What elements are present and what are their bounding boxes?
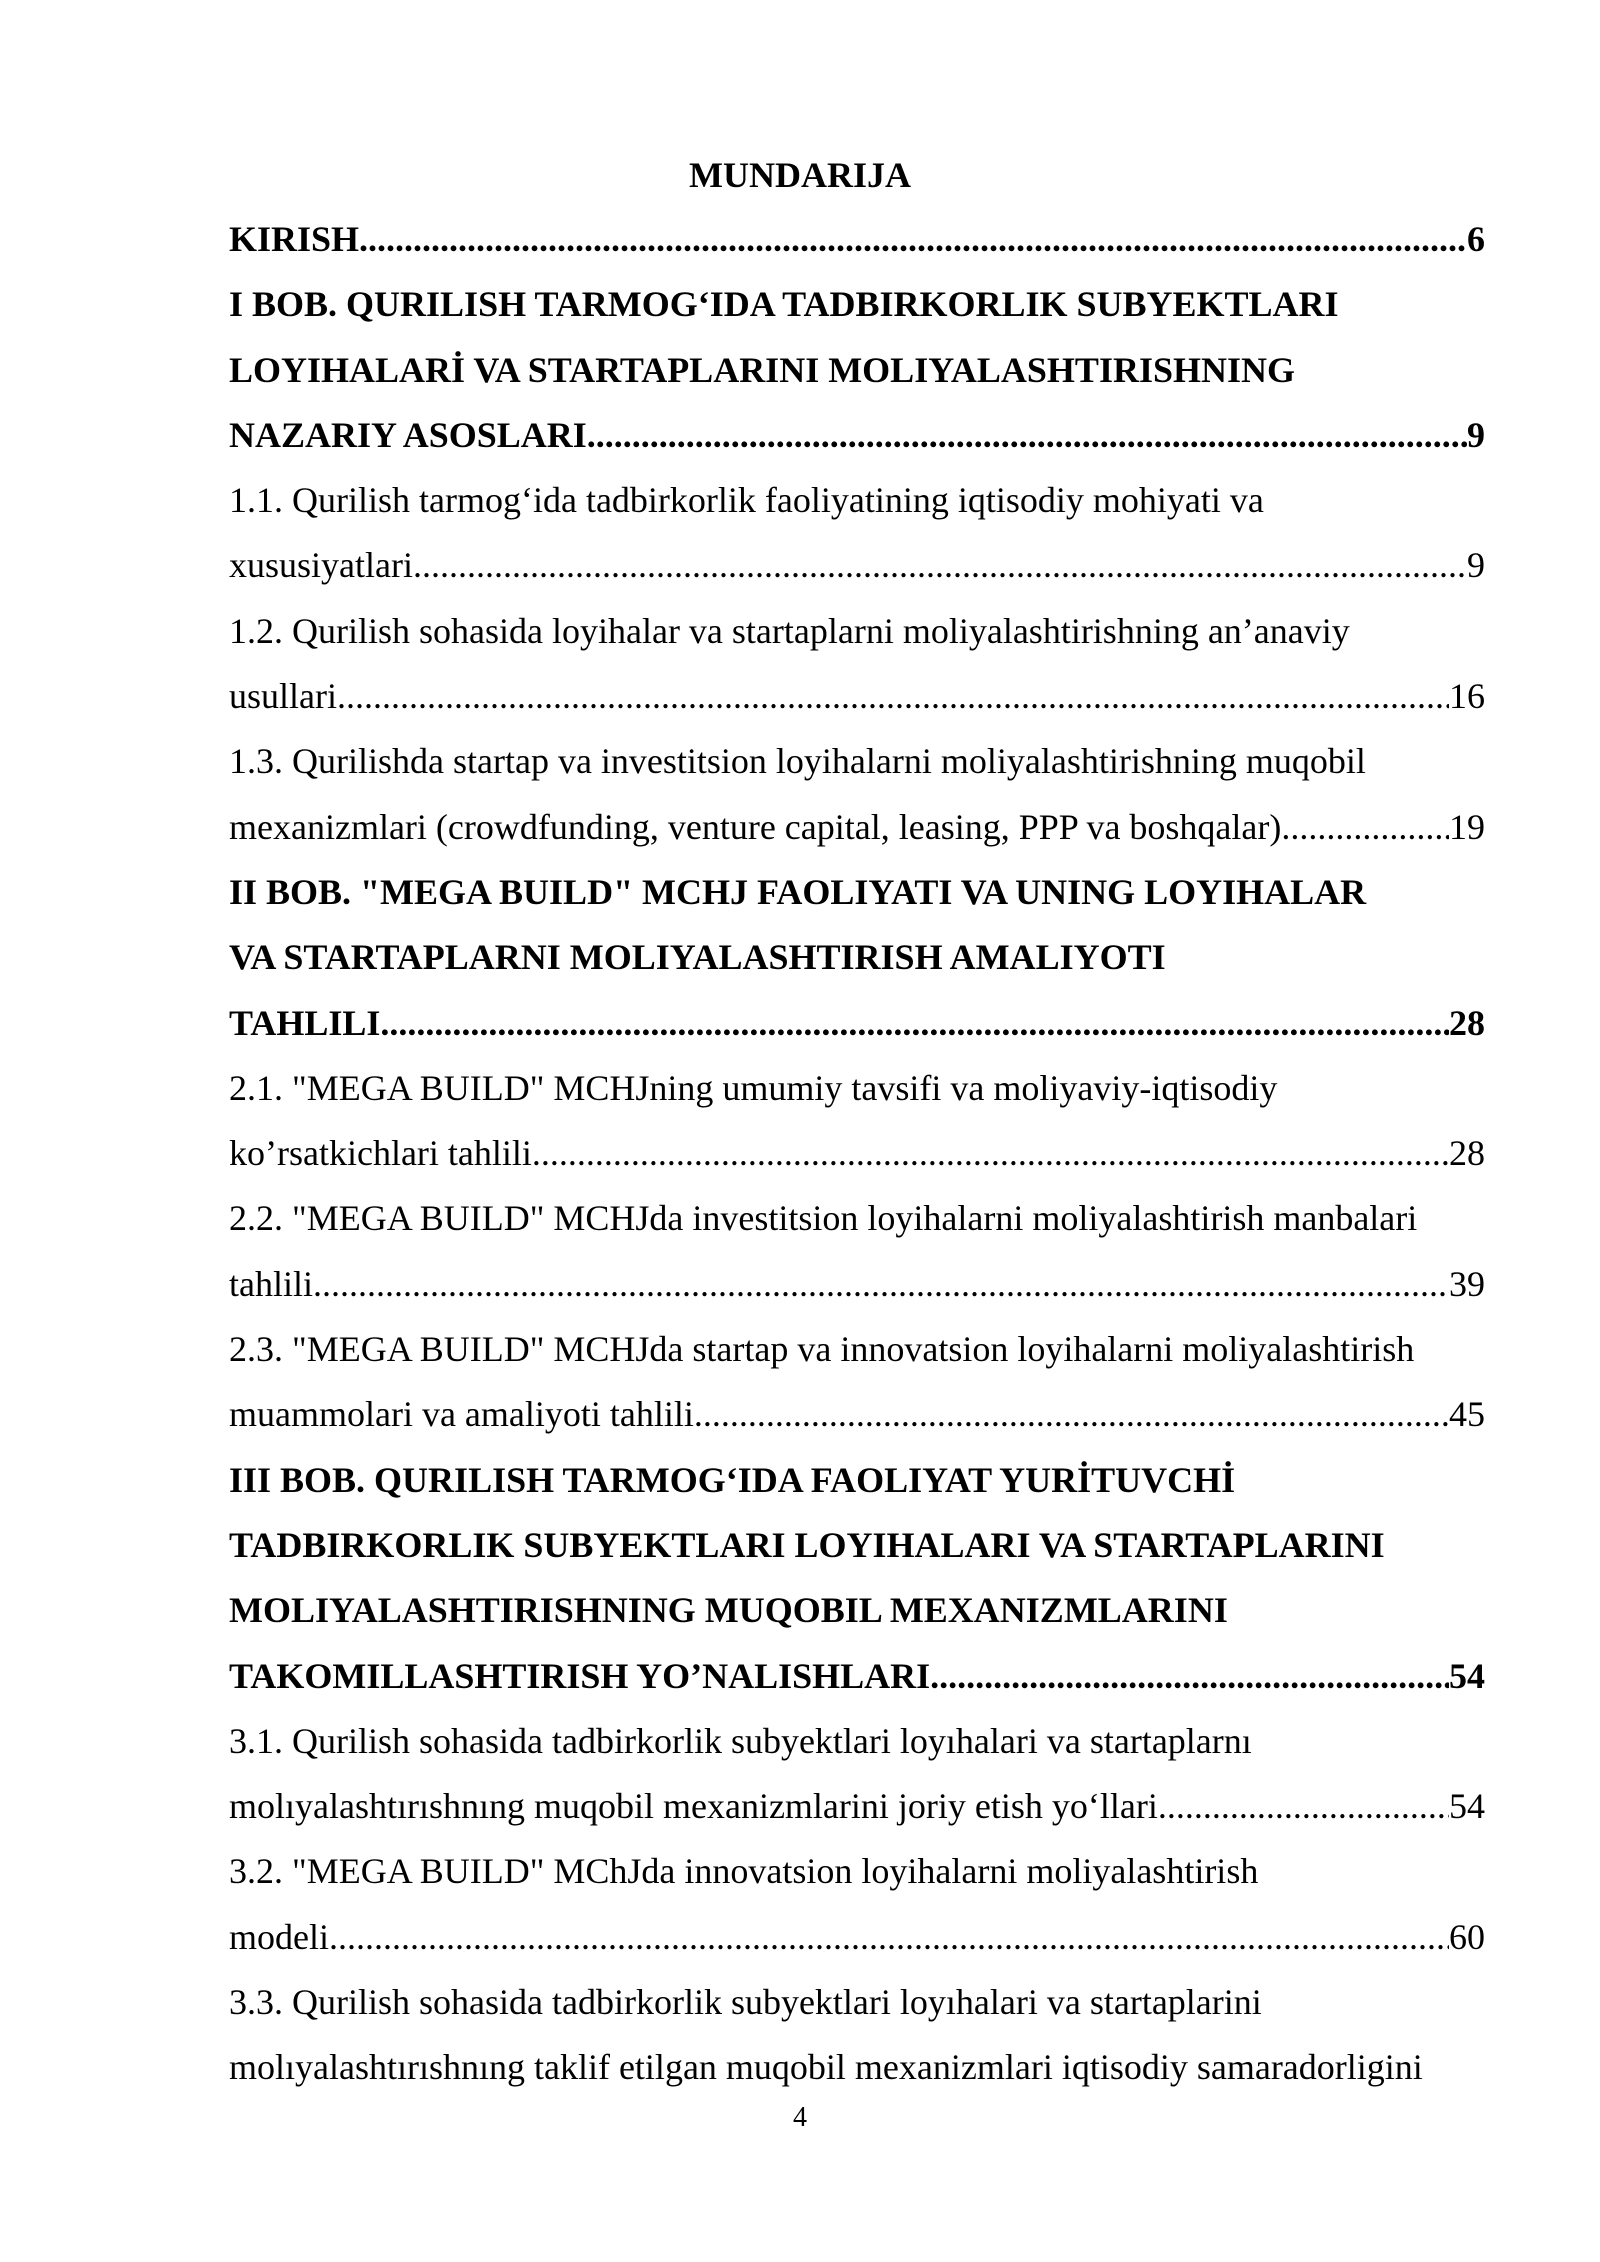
toc-entry-text: modeli	[229, 1916, 329, 1957]
toc-entry-text: 2.1. "MEGA BUILD" MCHJning umumiy tavsifi va moliyaviy-iqtisodiy	[229, 1067, 1278, 1108]
toc-dot-leader	[694, 1382, 1449, 1447]
toc-entry	[229, 795, 1485, 860]
toc-entry	[229, 403, 1485, 468]
toc-entry	[229, 1448, 1485, 1513]
toc-dot-leader	[359, 207, 1467, 272]
toc-dot-leader	[587, 403, 1467, 468]
toc-dot-leader	[532, 1121, 1449, 1186]
toc-dot-leader	[380, 991, 1449, 1056]
toc-entry	[229, 599, 1485, 664]
toc-entry	[229, 1774, 1485, 1839]
toc-entry-page: 60	[1449, 1916, 1485, 1957]
table-of-contents	[229, 207, 1485, 2101]
toc-entry-page: 16	[1449, 676, 1485, 717]
toc-entry-page: 28	[1449, 1002, 1485, 1043]
toc-entry-text: usullari	[229, 676, 337, 717]
toc-entry-text: 1.1. Qurilish tarmog‘ida tadbirkorlik faoliyatining iqtisodiy mohiyati va	[229, 480, 1264, 521]
toc-entry-text: 3.2. "MEGA BUILD" MChJda innovatsion loyihalarni moliyalashtirish	[229, 1851, 1259, 1892]
page-title: MUNDARIJA	[689, 155, 911, 195]
toc-entry	[229, 729, 1485, 794]
toc-entry	[229, 1578, 1485, 1643]
toc-entry-text: 2.2. "MEGA BUILD" MCHJda investitsion loyihalarni moliyalashtirish manbalari	[229, 1198, 1418, 1239]
toc-entry-page: 9	[1467, 414, 1485, 455]
toc-entry-page: 19	[1449, 806, 1485, 847]
toc-entry	[229, 468, 1485, 533]
toc-dot-leader	[329, 1905, 1449, 1970]
toc-entry-page: 54	[1449, 1786, 1485, 1827]
toc-entry	[229, 664, 1485, 729]
toc-dot-leader	[413, 533, 1467, 598]
toc-entry-text: mexanizmlari (crowdfunding, venture capital, leasing, PPP va boshqalar)	[229, 806, 1282, 847]
toc-entry-text: II BOB. "MEGA BUILD" MCHJ FAOLIYATI VA UNING LOYIHALAR	[229, 871, 1367, 912]
toc-entry	[229, 1252, 1485, 1317]
toc-entry-page: 6	[1467, 219, 1485, 259]
toc-dot-leader	[313, 1252, 1449, 1317]
toc-entry-text: III BOB. QURILISH TARMOG‘IDA FAOLIYAT YURİTUVCHİ	[229, 1459, 1236, 1500]
toc-entry	[229, 860, 1485, 925]
toc-entry-text: 3.1. Qurilish sohasida tadbirkorlik subyektlari loyıhalari va startaplarnı	[229, 1720, 1252, 1761]
toc-entry	[229, 991, 1485, 1056]
toc-entry	[229, 1317, 1485, 1382]
toc-entry	[229, 2035, 1485, 2100]
toc-entry-text: 1.2. Qurilish sohasida loyihalar va startaplarni moliyalashtirishning an’anaviy	[229, 610, 1350, 651]
toc-entry	[229, 1905, 1485, 1970]
toc-dot-leader	[1281, 795, 1449, 860]
toc-entry-text: LOYIHALARİ VA STARTAPLARINI MOLIYALASHTIRISHNING	[229, 349, 1295, 390]
toc-entry	[229, 1644, 1485, 1709]
toc-entry	[229, 925, 1485, 990]
toc-entry	[229, 1970, 1485, 2035]
toc-entry	[229, 533, 1485, 598]
toc-dot-leader	[930, 1644, 1449, 1709]
toc-entry-text: molıyalashtırıshnıng muqobil mexanizmlarini joriy etish yo‘llari	[229, 1786, 1158, 1827]
toc-entry-text: TAKOMILLASHTIRISH YO’NALISHLARI	[229, 1655, 931, 1696]
toc-entry-text: KIRISH	[229, 219, 360, 259]
toc-entry-text: xususiyatlari	[229, 545, 413, 586]
page-number: 4	[793, 2102, 807, 2133]
toc-entry-text: muammolari va amaliyoti tahlili	[229, 1394, 694, 1435]
toc-entry-text: MOLIYALASHTIRISHNING MUQOBIL MEXANIZMLARINI	[229, 1590, 1228, 1631]
toc-entry-page: 39	[1449, 1263, 1485, 1304]
toc-entry	[229, 207, 1485, 272]
toc-entry	[229, 1186, 1485, 1251]
toc-entry	[229, 272, 1485, 337]
toc-entry-text: molıyalashtırıshnıng taklif etilgan muqobil mexanizmlari iqtisodiy samaradorligini	[229, 2047, 1423, 2088]
toc-dot-leader	[1158, 1774, 1449, 1839]
toc-entry-page: 54	[1449, 1655, 1485, 1696]
toc-entry-page: 28	[1449, 1133, 1485, 1174]
toc-entry-text: TADBIRKORLIK SUBYEKTLARI LOYIHALARI VA STARTAPLARINI	[229, 1524, 1385, 1565]
toc-entry-text: NAZARIY ASOSLARI	[229, 414, 587, 455]
toc-entry	[229, 1513, 1485, 1578]
toc-entry-text: 1.3. Qurilishda startap va investitsion loyihalarni moliyalashtirishning muqobil	[229, 741, 1366, 782]
toc-dot-leader	[337, 664, 1449, 729]
toc-entry-text: tahlili	[229, 1263, 313, 1304]
toc-entry-text: 2.3. "MEGA BUILD" MCHJda startap va innovatsion loyihalarni moliyalashtirish	[229, 1329, 1415, 1370]
toc-entry	[229, 1056, 1485, 1121]
toc-entry	[229, 1121, 1485, 1186]
toc-entry-text: ko’rsatkichlari tahlili	[229, 1133, 532, 1174]
toc-entry	[229, 1709, 1485, 1774]
toc-entry	[229, 338, 1485, 403]
toc-entry	[229, 1839, 1485, 1904]
toc-entry-text: I BOB. QURILISH TARMOG‘IDA TADBIRKORLIK SUBYEKTLARI	[229, 284, 1339, 325]
toc-entry-text: TAHLILI	[229, 1002, 381, 1043]
toc-entry	[229, 1382, 1485, 1447]
toc-entry-page: 45	[1449, 1394, 1485, 1435]
toc-entry-text: VA STARTAPLARNI MOLIYALASHTIRISH AMALIYOTI	[229, 937, 1166, 978]
toc-entry-page: 9	[1467, 545, 1485, 586]
toc-entry-text: 3.3. Qurilish sohasida tadbirkorlik subyektlari loyıhalari va startaplarini	[229, 1982, 1262, 2023]
